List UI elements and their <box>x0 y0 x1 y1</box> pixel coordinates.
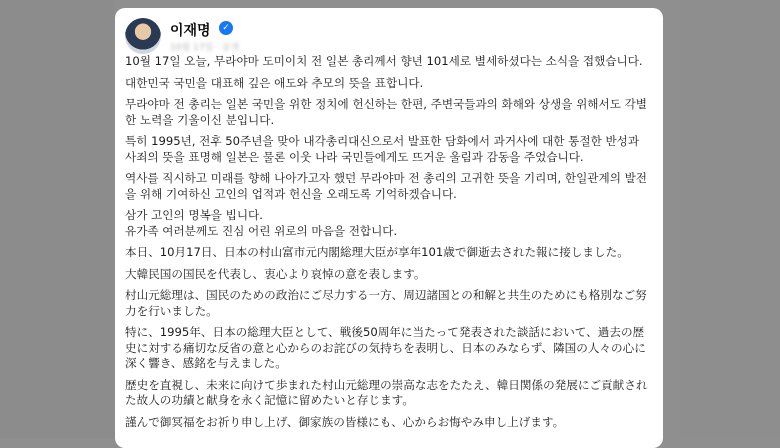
post-body <box>125 54 651 436</box>
post-paragraph: 謹んで御冥福をお祈り申し上げ、御家族の皆様にも、心からお悔やみ申し上げます。 <box>125 414 565 429</box>
post-paragraph: 특히 1995년, 전후 50주년을 맞아 내각총리대신으로서 발표한 담화에서 과거사에 대한 통절한 반성과 사죄의 뜻을 표명해 일본은 물론 이웃 나라 국민들에게도 뜨거운 울림과 감동을 주었습니다. <box>125 134 640 164</box>
post-paragraph: 10월 17일 오늘, 무라야마 도미이치 전 일본 총리께서 향년 101세로 별세하셨다는 소식을 접했습니다. <box>125 54 643 68</box>
post-paragraph: 삼가 고인의 명복을 빕니다. 유가족 여러분께도 진심 어린 위로의 마음을 전합니다. <box>125 208 398 238</box>
post-paragraph: 歴史を直視し、未来に向けて歩まれた村山元総理の崇高な志をたたえ、韓日関係の発展にご貢献された故人の功績と献身を永く記憶に留めたいと存じます。 <box>125 377 648 407</box>
post-paragraph: 本日、10月17日、日本の村山富市元内閣総理大臣が享年101歳で御逝去された報に接しました。 <box>125 245 629 259</box>
avatar[interactable] <box>125 18 161 54</box>
post-paragraph: 村山元総理は、国民のための政治にご尽力する一方、周辺諸国との和解と共生のためにも格別なご努力を行いました。 <box>125 288 647 318</box>
background-left <box>0 0 115 438</box>
post-paragraph: 무라야마 전 총리는 일본 국민을 위한 정치에 헌신하는 한편, 주변국들과의 화해와 상생을 위해서도 각별한 노력을 기울이신 분입니다. <box>125 97 647 127</box>
post-card <box>115 8 663 448</box>
verified-badge-icon: ✓ <box>219 21 233 35</box>
post-meta[interactable]: 10월 17일 · 공개 <box>170 43 240 53</box>
post-paragraph: 特に、1995年、日本の総理大臣として、戦後50周年に当たって発表された談話において、過去の歴史に対する痛切な反省の意と心からのお詫びの気持ちを表明し、日本のみならず、隣国の人々の心に深く響き、感銘を与えました。 <box>125 325 646 370</box>
post-paragraph: 大韓民国の国民を代表し、衷心より哀悼の意を表します。 <box>125 266 426 281</box>
background-right <box>680 0 780 438</box>
post-header <box>125 16 645 58</box>
post-paragraph: 대한민국 국민을 대표해 깊은 애도와 추모의 뜻을 표합니다. <box>125 75 424 90</box>
author-name[interactable]: 이재명 <box>170 23 211 39</box>
post-paragraph: 역사를 직시하고 미래를 향해 나아가고자 했던 무라야마 전 총리의 고귀한 뜻을 기리며, 한일관계의 발전을 위해 기여하신 고인의 업적과 헌신을 오래도록 기억하겠습니다. <box>125 171 647 201</box>
